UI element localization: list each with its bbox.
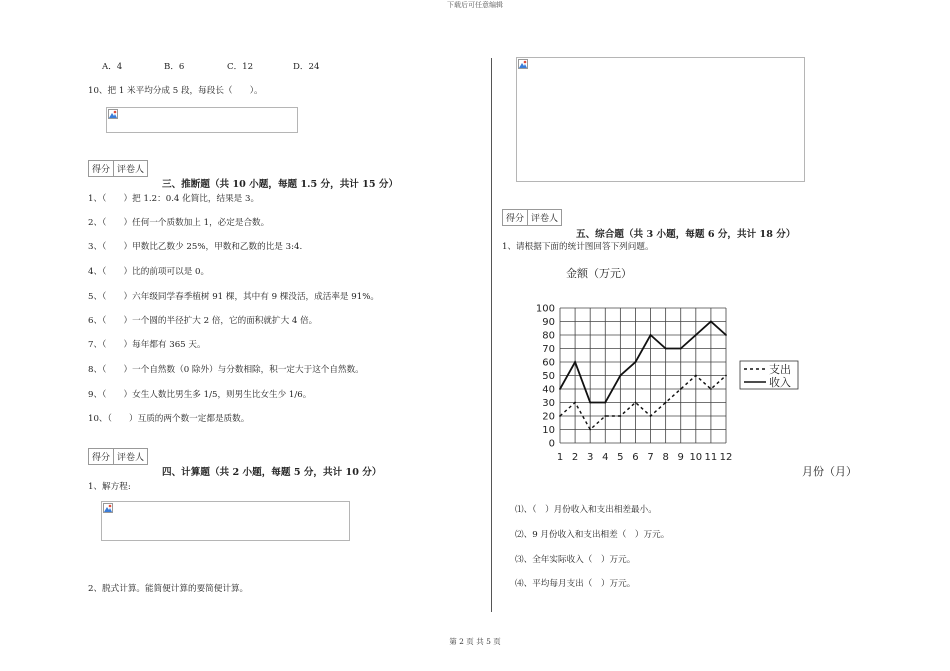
score-box [88, 160, 148, 177]
calc-question-2: 2、脱式计算。能简便计算的要简便计算。 [88, 584, 249, 594]
x-tick-label: 1 [556, 452, 564, 463]
data-point [635, 361, 637, 363]
x-tick-label: 9 [677, 452, 684, 463]
sub-question-1: ⑴、（ ）月份收入和支出相差最小。 [515, 505, 657, 515]
data-point [650, 415, 652, 417]
sub-question-4: ⑷、平均每月支出（ ）万元。 [515, 579, 636, 589]
judge-item-8: 8、（ ）一个自然数（0 除外）与分数相除，积一定大于这个自然数。 [88, 365, 364, 375]
judge-item-1: 1、（ ）把 1.2：0.4 化简比，结果是 3。 [88, 194, 260, 204]
question-10: 10、把 1 米平均分成 5 段，每段长（ ）。 [88, 86, 263, 96]
y-tick-label: 20 [542, 411, 555, 423]
score-box [88, 448, 148, 465]
data-point [574, 361, 576, 363]
data-point [695, 375, 697, 377]
section-3-title: 三、推断题（共 10 小题，每题 1.5 分，共计 15 分） [162, 179, 399, 190]
broken-image-icon [518, 59, 528, 69]
broken-image-icon [108, 109, 118, 119]
data-point [695, 334, 697, 336]
y-tick-label: 30 [542, 398, 555, 409]
judge-item-9: 9、（ ）女生人数比男生多 1/5，则男生比女生少 1/6。 [88, 390, 312, 400]
section-5-title: 五、综合题（共 3 小题，每题 6 分，共计 18 分） [576, 229, 796, 240]
section-4-title: 四、计算题（共 2 小题，每题 5 分，共计 10 分） [162, 467, 382, 478]
x-tick-label: 4 [602, 452, 609, 463]
reviewer-label: 评卷人 [117, 165, 145, 175]
y-tick-label: 60 [542, 357, 555, 369]
x-tick-label: 3 [586, 452, 594, 463]
x-tick-label: 7 [647, 452, 654, 463]
data-point [665, 402, 667, 404]
data-point [619, 415, 621, 417]
comprehensive-question-1: 1、请根据下面的统计图回答下列问题。 [502, 242, 654, 252]
chart-x-label: 月份（月） [802, 465, 857, 478]
sub-question-3: ⑶、全年实际收入（ ）万元。 [515, 555, 636, 565]
data-point [725, 375, 727, 377]
reviewer-label: 评卷人 [117, 453, 145, 463]
data-point [650, 334, 652, 336]
judge-item-10: 10、（ ）互质的两个数一定都是质数。 [88, 414, 250, 424]
option-d: D．24 [293, 62, 320, 72]
x-tick-label: 6 [632, 452, 639, 463]
x-tick-label: 11 [704, 452, 718, 463]
y-tick-label: 10 [542, 425, 555, 436]
score-label: 得分 [503, 210, 528, 225]
data-point [665, 348, 667, 350]
option-b: B．6 [164, 62, 185, 72]
data-point [559, 415, 561, 417]
y-tick-label: 100 [535, 303, 555, 315]
option-c: C．12 [227, 62, 254, 72]
x-tick-label: 10 [689, 452, 703, 463]
x-tick-label: 2 [571, 452, 579, 463]
page-footer: 第 2 页 共 5 页 [449, 637, 501, 646]
sub-question-2: ⑵、9 月份收入和支出相差（ ）万元。 [515, 530, 670, 540]
judge-item-2: 2、（ ）任何一个质数加上 1，必定是合数。 [88, 218, 270, 228]
score-label: 得分 [89, 449, 114, 464]
x-tick-label: 8 [662, 452, 669, 463]
x-tick-label: 5 [617, 452, 624, 463]
judge-item-7: 7、（ ）每年都有 365 天。 [88, 340, 206, 350]
judge-item-5: 5、（ ）六年级同学春季植树 91 棵，其中有 9 棵没活，成活率是 91%。 [88, 292, 379, 302]
y-tick-label: 90 [542, 317, 555, 328]
image-placeholder [101, 501, 350, 541]
data-point [635, 402, 637, 404]
page-header: 下载后可任意编辑 [447, 1, 503, 9]
x-tick-label: 12 [719, 452, 733, 463]
data-point [589, 402, 591, 404]
judge-item-6: 6、（ ）一个圆的半径扩大 2 倍，它的面积就扩大 4 倍。 [88, 316, 318, 326]
y-tick-label: 50 [542, 371, 555, 382]
judge-item-3: 3、（ ）甲数比乙数少 25%，甲数和乙数的比是 3:4. [88, 242, 303, 252]
data-point [604, 402, 606, 404]
data-point [589, 429, 591, 431]
score-box [502, 209, 562, 226]
y-tick-label: 70 [542, 344, 555, 355]
data-point [725, 334, 727, 336]
column-divider [491, 58, 492, 612]
calc-question-1: 1、解方程: [88, 482, 131, 492]
data-point [574, 402, 576, 404]
data-point [559, 388, 561, 390]
image-placeholder [106, 107, 298, 133]
score-label: 得分 [89, 161, 114, 176]
data-point [710, 321, 712, 323]
y-tick-label: 40 [542, 384, 555, 396]
y-tick-label: 80 [542, 330, 555, 342]
judge-item-4: 4、（ ）比的前项可以是 0。 [88, 267, 210, 277]
broken-image-icon [103, 503, 113, 513]
data-point [680, 348, 682, 350]
y-tick-label: 0 [548, 438, 555, 450]
data-point [710, 388, 712, 390]
chart-y-label: 金额（万元） [566, 267, 632, 280]
option-a: A．4 [102, 62, 123, 72]
income-expense-chart [520, 260, 860, 480]
data-point [619, 375, 621, 377]
data-point [680, 388, 682, 390]
reviewer-label: 评卷人 [531, 214, 559, 224]
image-placeholder [516, 57, 805, 182]
legend-label: 收入 [769, 376, 791, 389]
data-point [604, 415, 606, 417]
legend-label: 支出 [769, 363, 791, 376]
